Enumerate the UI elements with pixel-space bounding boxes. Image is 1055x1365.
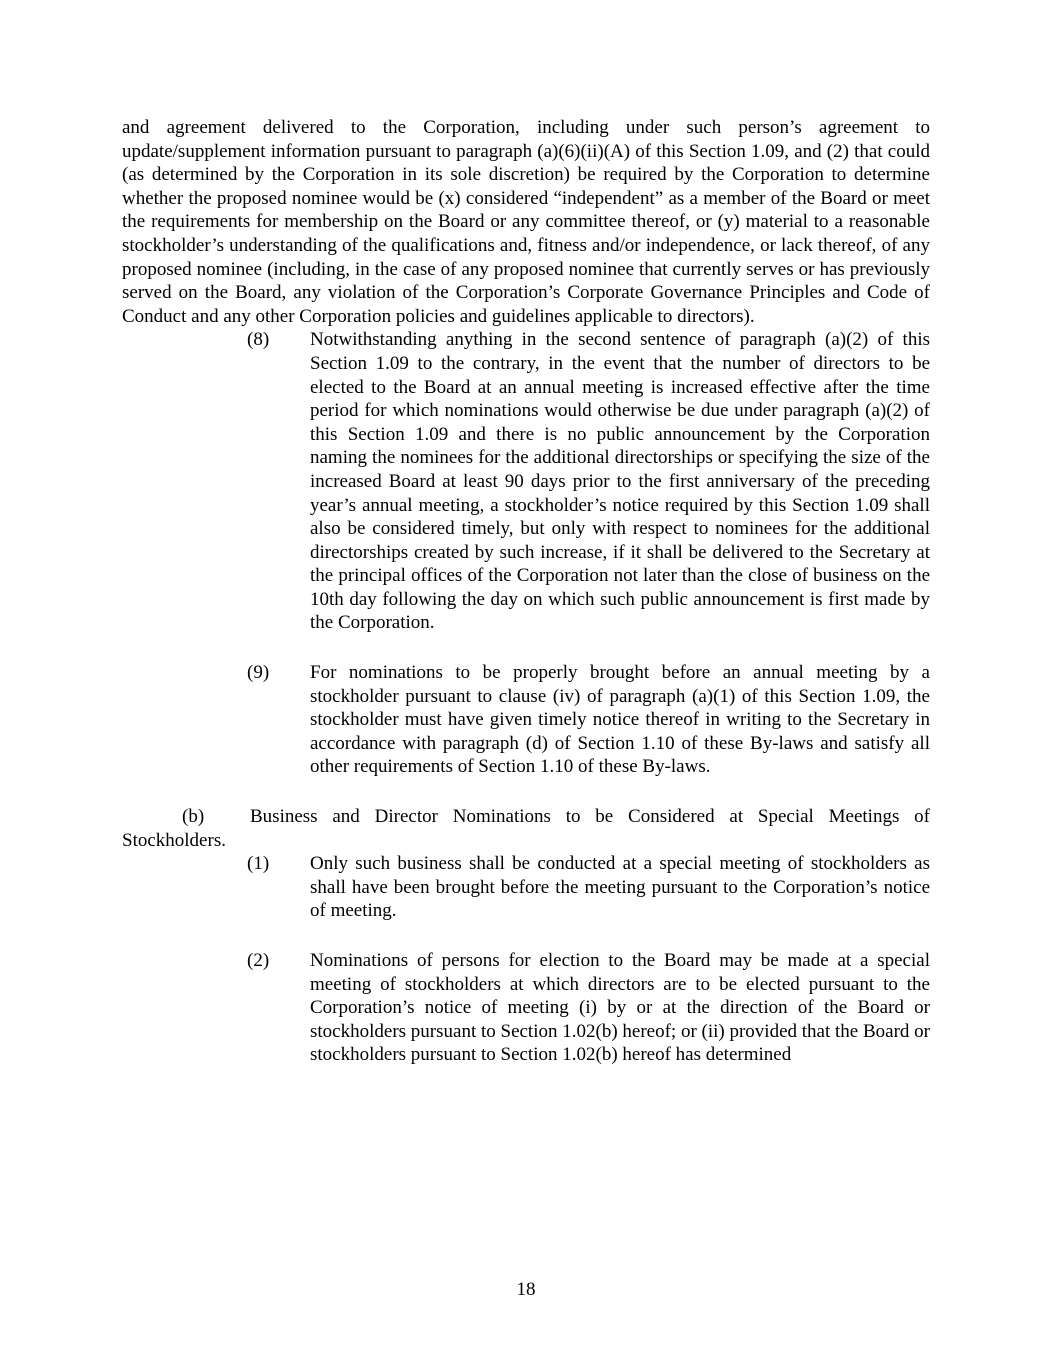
- section-b-text: Business and Director Nominations to be Considered at Special Meetings of Stockholders.: [122, 806, 930, 851]
- list-item-8: [247, 328, 930, 635]
- item-text-9: For nominations to be properly brought before an annual meeting by a stockholder pursuant to clause (iv) of paragraph (a)(1) of this Section 1.09, the stockholder must have given timely notice thereof in writing to the Secretary in accordance with paragraph (d) of Section 1.10 of these By-laws and satisfy all other requirements of Section 1.10 of these By-laws.: [310, 662, 930, 778]
- section-b-label: (b): [182, 806, 205, 828]
- item-text-b2: Nominations of persons for election to the Board may be made at a special meeting of stockholders at which directors are to be elected pursuant to the Corporation’s notice of meeting (i) by or at the direction of the Board or stockholders pursuant to Section 1.02(b) hereof; or (ii) provided that the Board or stockholders pursuant to Section 1.02(b) hereof has determined: [310, 950, 930, 1066]
- item-number-9: (9): [247, 662, 270, 684]
- item-text-8: Notwithstanding anything in the second sentence of paragraph (a)(2) of this Section 1.09 to the contrary, in the event that the number of directors to be elected to the Board at an annual meeting is increased effective after the time period for which nominations would otherwise be due under paragraph (a)(2) of this Section 1.09 and there is no public announcement by the Corporation naming the nominees for the additional directorships or specifying the size of the increased Board at least 90 days prior to the first anniversary of the preceding year’s annual meeting, a stockholder’s notice required by this Section 1.09 shall also be considered timely, but only with respect to nominees for the additional directorships created by such increase, if it shall be delivered to the Secretary at the principal offices of the Corporation not later than the close of business on the 10th day following the day on which such public announcement is first made by the Corporation.: [310, 329, 930, 634]
- paragraph-continuation: and agreement delivered to the Corporation, including under such person’s agreement to update/supplement information pursuant to paragraph (a)(6)(ii)(A) of this Section 1.09, and (2) that could (as determined by the Corporation in its sole discretion) be required by the Corporation to determine whether the proposed nominee would be (x) considered “independent” as a member of the Board or meet the requirements for membership on the Board or any committee thereof, or (y) material to a reasonable stockholder’s understanding of the qualifications and, fitness and/or independence, or lack thereof, of any proposed nominee (including, in the case of any proposed nominee that currently serves or has previously served on the Board, any violation of the Corporation’s Corporate Governance Principles and Code of Conduct and any other Corporation policies and guidelines applicable to directors).: [122, 117, 930, 327]
- list-item-b1: [247, 852, 930, 923]
- page-number: 18: [516, 1279, 536, 1300]
- item-number-8: (8): [247, 329, 270, 351]
- list-item-b2: [247, 949, 930, 1067]
- item-text-b1: Only such business shall be conducted at a special meeting of stockholders as shall have been brought before the meeting pursuant to the Corporation’s notice of meeting.: [310, 853, 930, 922]
- list-item-9: [247, 661, 930, 779]
- item-number-b1: (1): [247, 853, 270, 875]
- section-b-heading: [122, 805, 930, 852]
- item-number-b2: (2): [247, 950, 270, 971]
